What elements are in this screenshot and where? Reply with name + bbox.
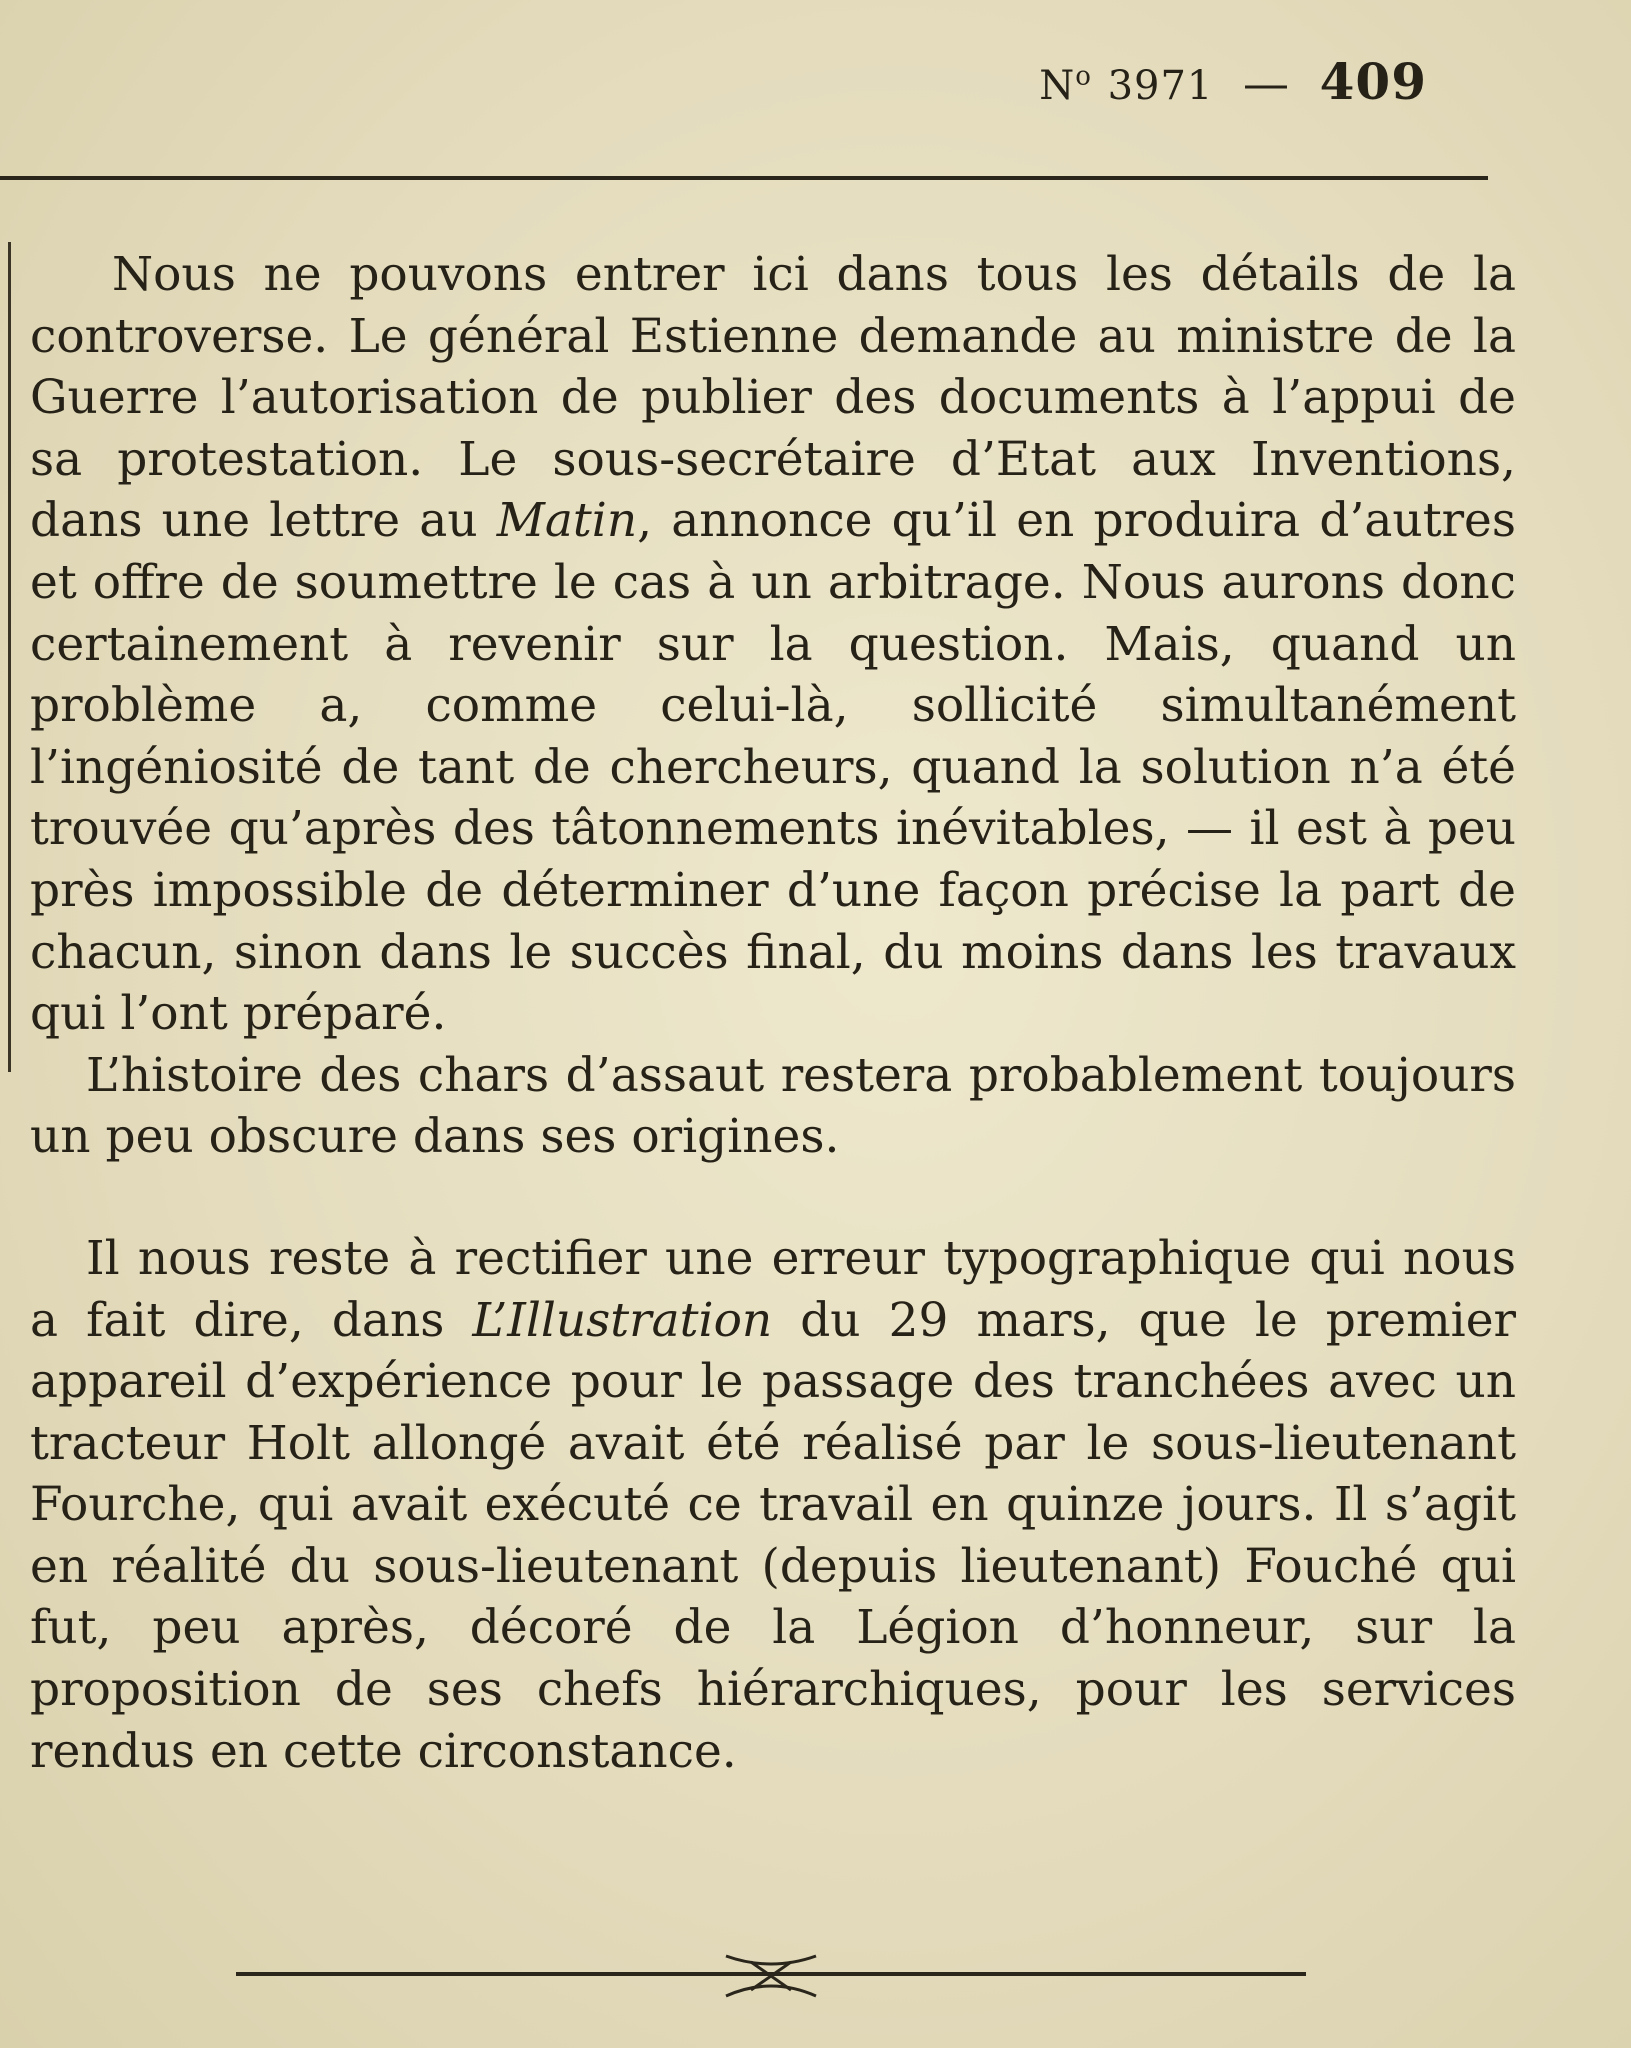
closing-ornament <box>236 1952 1306 2012</box>
header-separator: — <box>1243 56 1290 110</box>
paragraph-history: L’histoire des chars d’assaut restera probablement toujours un peu obscure dans ses origines. <box>30 1047 1516 1165</box>
issue-number: 3971 <box>1107 63 1214 109</box>
header-rule <box>0 176 1488 180</box>
article-text <box>30 244 1516 1782</box>
column-rule <box>8 242 11 1072</box>
paragraph-controversy: Nous ne pouvons entrer ici dans tous les détails de la controverse. Le général Estienne demande au ministre de la Guerre l’autorisation de publier des documents à l’appui de sa protestation. Le sous-secrétaire d’Etat aux Inventions, dans une lettre au Matin, annonce qu’il en produira d’autres et offre de soumettre le cas à un arbitrage. Nous aurons donc certainement à revenir sur la question. Mais, quand un problème a, comme celui-là, sollicité simultanément l’ingéniosité de tant de chercheurs, quand la solution n’a été trouvée qu’après des tâtonnements inévitables, — il est à peu près impossible de déterminer d’une façon précise la part de chacun, sinon dans le succès final, du moins dans les travaux qui l’ont préparé. <box>30 247 1516 1042</box>
magazine-title: L’Illustration <box>472 1292 773 1348</box>
page-number: 409 <box>1319 52 1427 111</box>
issue-label: $N^o$ <box>1039 61 1092 109</box>
paragraph-correction: Il nous reste à rectifier une erreur typographique qui nous a fait dire, dans L’Illustration du 29 mars, que le premier appareil d’expérience pour le passage des tranchées avec un tracteur Holt allongé avait été réalisé par le sous-lieutenant Fourche, qui avait exécuté ce travail en quinze jours. Il s’agit en réalité du sous-lieutenant (depuis lieutenant) Fouché qui fut, peu après, décoré de la Légion d’honneur, sur la proposition de ses chefs hiérarchiques, pour les services rendus en cette circonstance. <box>30 1230 1516 1779</box>
newspaper-title: Matin <box>496 493 638 549</box>
page-header <box>1039 52 1427 111</box>
